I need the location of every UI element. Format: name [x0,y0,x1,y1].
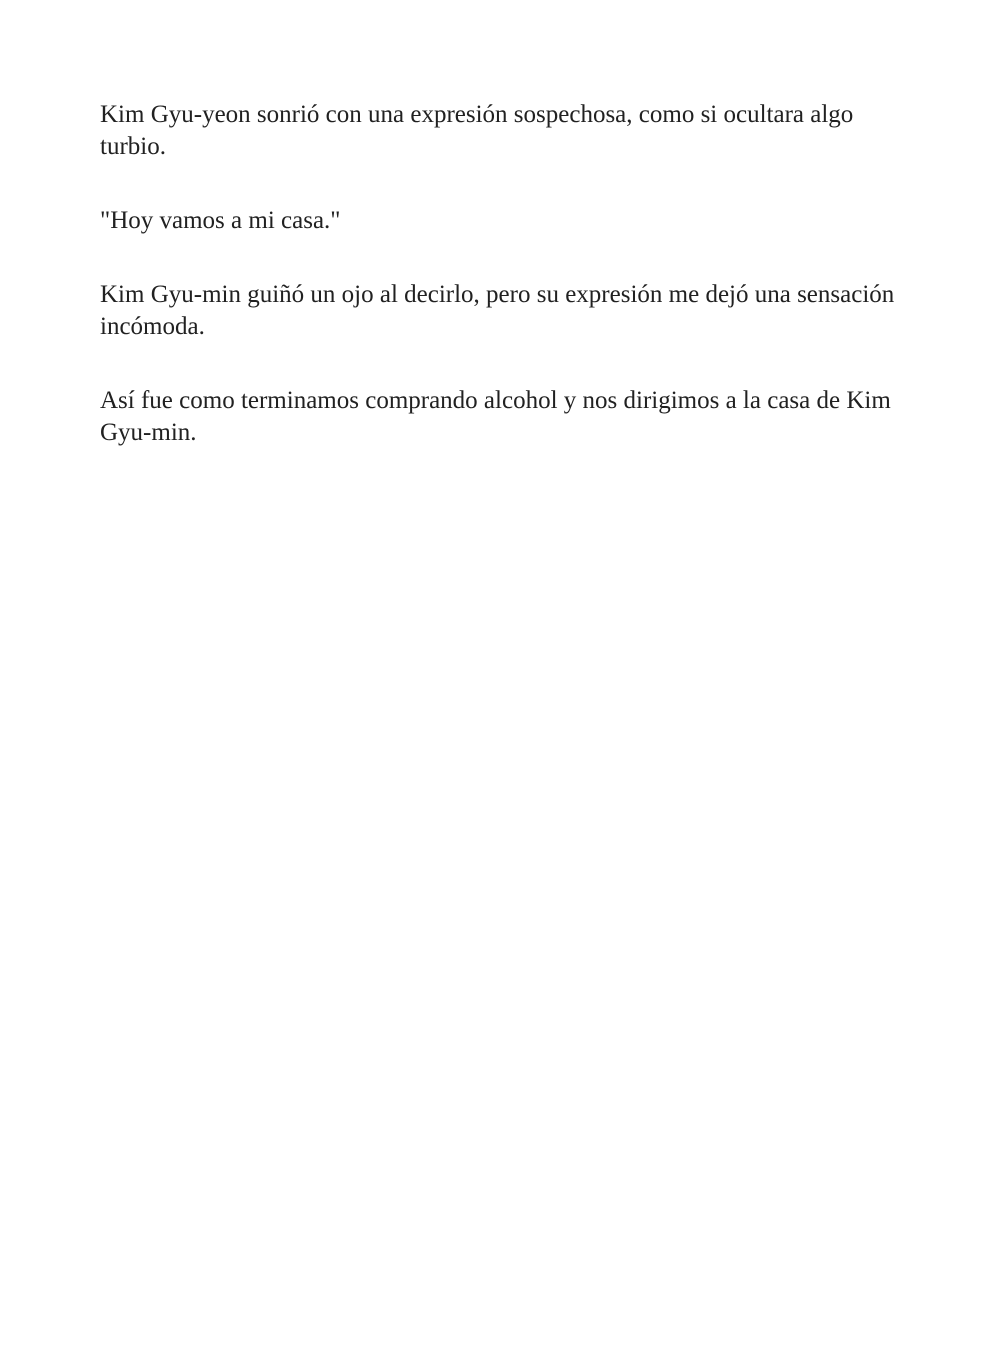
text-line: "Hoy vamos a mi casa." [100,207,341,234]
text-line: Kim Gyu-min guiñó un ojo al decirlo, pero su expresión me dejó una sensación [100,281,895,308]
text-block [100,99,900,491]
paragraph [100,279,900,343]
text-line: Así fue como terminamos comprando alcohol y nos dirigimos a la casa de Kim [100,387,891,414]
paragraph [100,385,900,449]
text-line: turbio. [100,133,166,160]
text-line: Kim Gyu-yeon sonrió con una expresión sospechosa, como si ocultara algo [100,101,854,128]
paragraph [100,99,900,163]
paragraph [100,205,900,237]
text-line: Gyu-min. [100,419,197,446]
text-line: incómoda. [100,313,205,340]
